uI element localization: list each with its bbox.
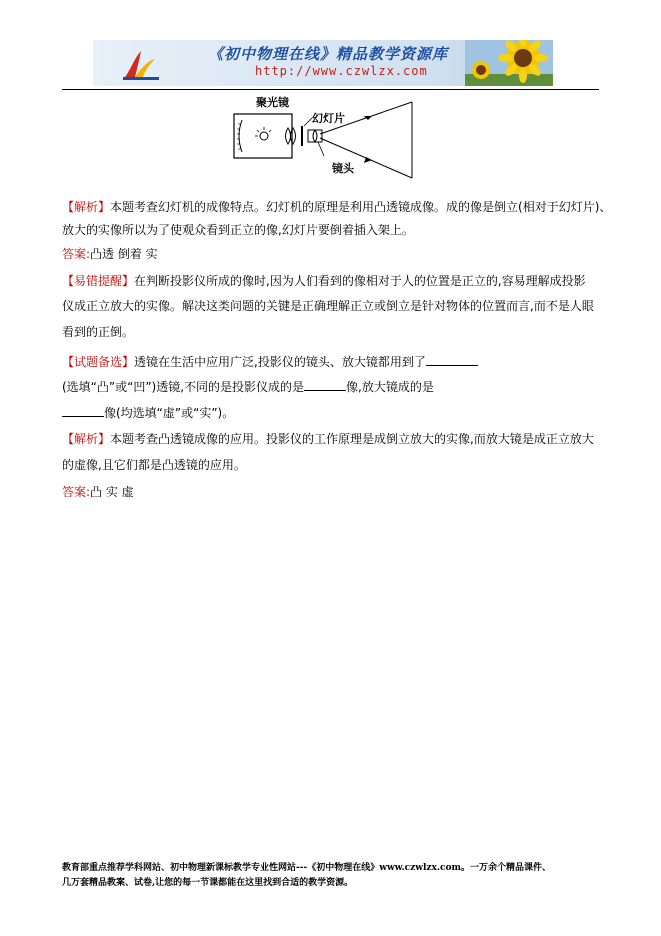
answer-2-label: 答案: [62,485,91,499]
answer-blank-1[interactable] [426,353,478,366]
sunflower-icon [465,40,553,86]
tip-text-1: 在判断投影仪所成的像时,因为人们看到的像相对于人的位置是正立的,容易理解成投影 [134,274,586,288]
analysis-tag: 【解析】 [62,200,111,214]
site-logo-icon [121,47,161,81]
analysis-2-tag: 【解析】 [62,432,111,446]
tip-line-3: 看到的正倒。 [62,325,135,339]
tip-line-1 [62,273,586,289]
question-line-1 [62,353,478,370]
question-text-2a: (选填“凸”或“凹”)透镜,不同的是投影仪成的是 [62,380,305,394]
tip-line-2: 仪成正立放大的实像。解决这类问题的关键是正确理解正立或倒立是针对物体的位置而言,而不是人眼 [62,299,594,313]
answer-blank-3[interactable] [62,404,104,417]
answer-2 [62,484,134,500]
analysis-1-line-2: 放大的实像所以为了使观众看到正立的像,幻灯片要倒着插入架上。 [62,223,414,237]
label-condenser: 聚光镜 [256,96,289,109]
analysis-2-line-2: 的虚像,且它们都是凸透镜的应用。 [62,458,246,472]
analysis-1-line-1 [62,199,611,215]
analysis-1-text: 本题考查幻灯机的成像特点。幻灯机的原理是利用凸透镜成像。成的像是倒立(相对于幻灯片)、 [110,200,612,214]
question-text-1: 透镜在生活中应用广泛,投影仪的镜头、放大镜都用到了 [134,355,426,369]
question-line-3 [62,404,234,421]
site-url[interactable]: http://www.czwlzx.com [255,64,428,78]
answer-1-text: 凸透 倒着 实 [90,247,158,261]
analysis-2-text: 本题考查凸透镜成像的应用。投影仪的工作原理是成倒立放大的实像,而放大镜是成正立放大 [110,432,594,446]
tip-tag: 【易错提醒】 [62,274,135,288]
footer-line-2: 几万套精品教案、试卷,让您的每一节课都能在这里找到合适的教学资源。 [62,878,354,888]
header-banner [93,40,553,86]
site-title: 《初中物理在线》精品教学资源库 [208,45,449,63]
label-lens: 镜头 [332,162,354,175]
answer-1 [62,246,158,262]
question-text-3: 像(均选填“虚”或“实”)。 [104,406,235,420]
question-tag: 【试题备选】 [62,355,135,369]
answer-2-text: 凸 实 虚 [90,485,134,499]
analysis-2-line-1 [62,431,594,447]
projector-diagram [232,94,422,186]
answer-label: 答案: [62,247,91,261]
answer-blank-2[interactable] [304,378,346,391]
question-text-2b: 像,放大镜成的是 [346,380,434,394]
footer-line-1: 教育部重点推荐学科网站、初中物理新课标教学专业性网站---《初中物理在线》www.czwlzx.com。一万余个精品课件、 [62,863,552,873]
label-slide: 幻灯片 [312,112,345,125]
header-divider [62,89,599,90]
question-line-2 [62,378,434,395]
